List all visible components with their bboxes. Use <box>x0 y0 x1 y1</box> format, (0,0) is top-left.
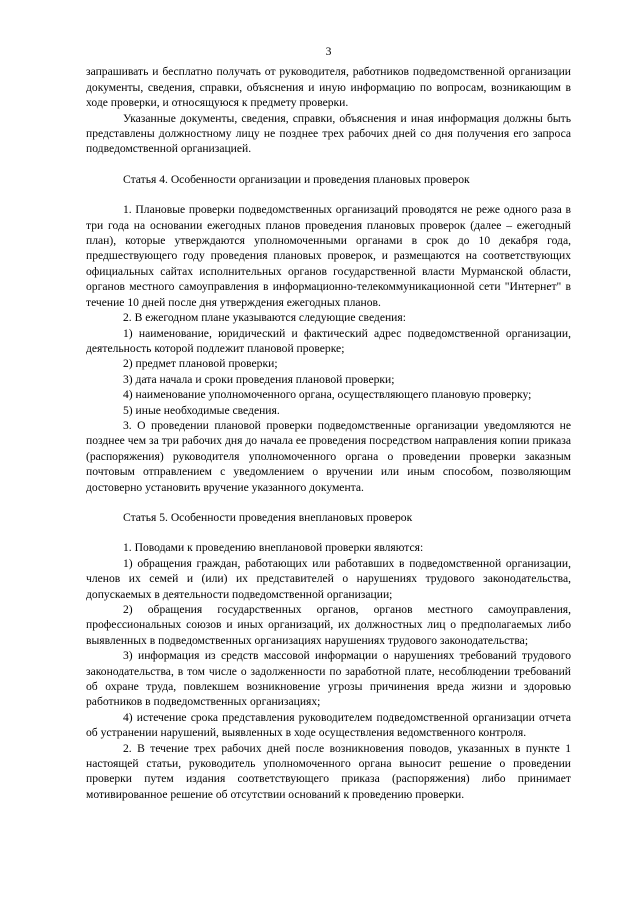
article-4-paragraph: 2. В ежегодном плане указываются следующие сведения: <box>123 311 406 325</box>
article-4-paragraph: 3. О проведении плановой проверки подведомственные организации уведомляются не позднее чем за три рабочих дня до начала ее проведения посредством направления копии приказа (распоряжения) руководителя уполномоченного органа о проведении проверки заказным почтовым отправлением с уведомлением о вручении или иным способом, позволяющим достоверно установить вручение указанного документа. <box>86 418 571 494</box>
article-4-paragraph: 5) иные необходимые сведения. <box>123 403 280 417</box>
article-5-paragraph: 2. В течение трех рабочих дней после возникновения поводов, указанных в пункте 1 настоящей статьи, руководитель уполномоченного органа выносит решение о проведении проверки путем издания соответствующего приказа (распоряжения) либо принимает мотивированное решение об отсутствии оснований к проведению проверки. <box>86 741 571 801</box>
article-5-paragraph: 4) истечение срока представления руководителем подведомственной организации отчета об устранении нарушений, выявленных в ходе осуществления ведомственного контроля. <box>86 710 571 740</box>
article-4-paragraph: 4) наименование уполномоченного органа, осуществляющего плановую проверку; <box>123 388 532 402</box>
intro-paragraph-2: Указанные документы, сведения, справки, объяснения и иная информация должны быть представлены должностному лицу не позднее трех рабочих дней со дня получения его запроса подведомственной организацией. <box>86 111 571 156</box>
article-4-paragraph: 3) дата начала и сроки проведения плановой проверки; <box>123 372 395 386</box>
page-number: 3 <box>325 45 332 58</box>
article-4-paragraph: 1) наименование, юридический и фактический адрес подведомственной организации, деятельность которой подлежит плановой проверке; <box>86 326 571 355</box>
article-4-title: Статья 4. Особенности организации и проведения плановых проверок <box>123 172 470 186</box>
article-5-paragraph: 3) информация из средств массовой информации о нарушениях требований трудового законодательства, в том числе о задолженности по заработной плате, несоблюдении требований об охране труда, повлекшем возникновение угрозы причинения вреда жизни и здоровью работников в подведомственных организациях; <box>86 649 571 709</box>
article-5-paragraph: 2) обращения государственных органов, органов местного самоуправления, профессиональных союзов и иных организаций, их должностных лиц о предполагаемых либо выявленных в подведомственных организациях нарушениях трудового законодательства; <box>86 603 571 647</box>
article-4-paragraph: 1. Плановые проверки подведомственных организаций проводятся не реже одного раза в три года на основании ежегодных планов проведения плановых проверок (далее – ежегодный план), которые утверждаются уполномоченными органами в срок до 10 декабря года, предшествующего году проведения плановых проверок, и размещаются на соответствующих официальных сайтах исполнительных органов государственной власти Мурманской области, органов местного самоуправления в информационно-телекоммуникационной сети "Интернет" в течение 10 дней после дня утверждения ежегодных планов. <box>86 203 571 309</box>
article-5-paragraph: 1) обращения граждан, работающих или работавших в подведомственной организации, членов их семей и (или) их представителей о нарушениях трудового законодательства, допускаемых в деятельности подведомственной организации; <box>86 556 571 601</box>
article-5-title: Статья 5. Особенности проведения внеплановых проверок <box>123 510 413 524</box>
article-5-paragraph: 1. Поводами к проведению внеплановой проверки являются: <box>123 541 424 555</box>
article-4-paragraph: 2) предмет плановой проверки; <box>123 357 278 371</box>
intro-paragraph-1: запрашивать и бесплатно получать от руководителя, работников подведомственной организации документы, сведения, справки, объяснения и иную информацию по вопросам, возникающим в ходе проверки, и относящуюся к предмету проверки. <box>86 65 571 110</box>
